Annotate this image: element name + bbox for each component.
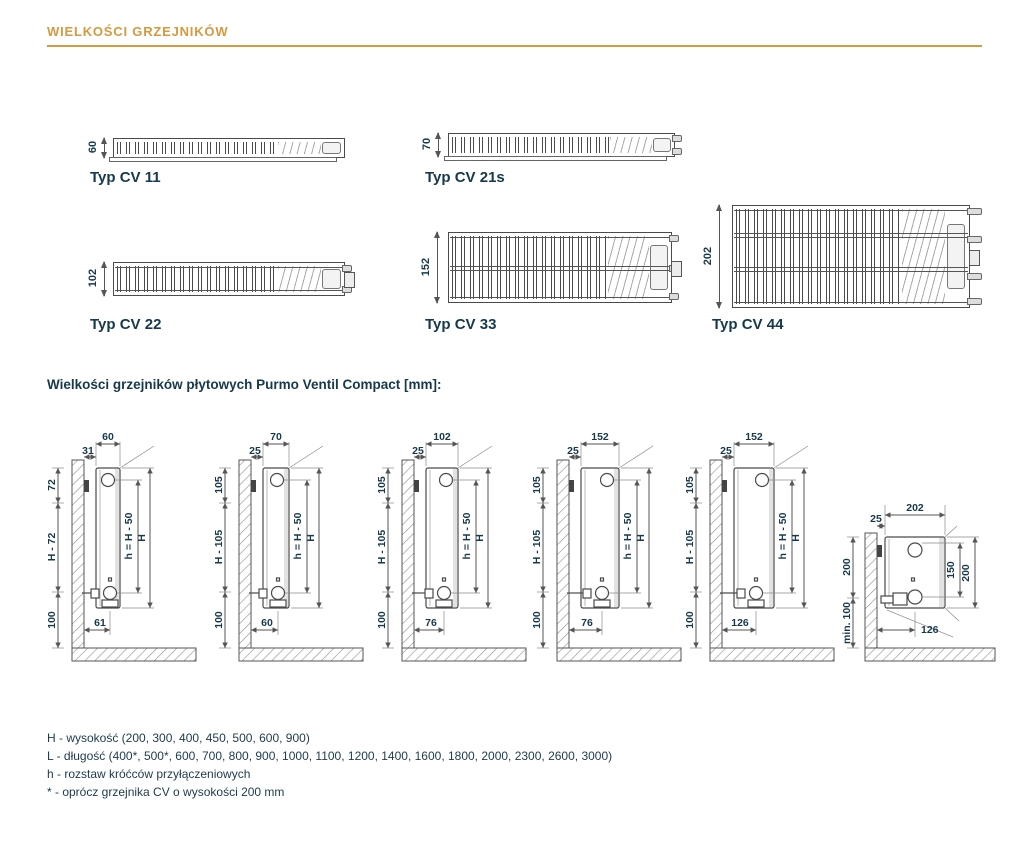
dim-label: 202 (702, 246, 714, 265)
valve (737, 589, 745, 598)
wall-bracket (414, 480, 419, 492)
panel-seam (450, 237, 670, 238)
floor (72, 648, 196, 661)
dim-label-foot: 126 (921, 624, 939, 636)
mounting-tab (342, 265, 352, 272)
dim-label-upper: 72 (46, 479, 58, 491)
type-label-cv11: Typ CV 11 (90, 169, 161, 186)
footnote-length: L - długość (400*, 500*, 600, 700, 800, 900, 1000, 1100, 1200, 1400, 1600, 1800, 2000, 2300, 2600, 3000) (47, 749, 613, 763)
dim-label: 60 (87, 140, 99, 154)
dim-label-depth: 152 (591, 431, 609, 443)
dim-line (104, 138, 105, 158)
top-port (271, 474, 284, 487)
end-cap (650, 245, 668, 289)
dim-label-depth: 202 (906, 502, 924, 514)
mounting-tab (672, 148, 682, 155)
title-rule (47, 45, 982, 47)
panel-seam (115, 267, 343, 268)
top-port (102, 474, 115, 487)
bottom-port (272, 587, 285, 600)
valve-body (748, 600, 764, 607)
mounting-tab (672, 135, 682, 142)
dim-label-depth: 60 (102, 431, 114, 443)
dim-label-pipe-spacing: h = H - 50 (461, 512, 473, 560)
convector-end-pattern (608, 236, 649, 299)
dim-label-middle: H - 105 (376, 529, 388, 565)
dim-label-foot: 76 (581, 617, 593, 629)
dim-label-depth: 102 (433, 431, 451, 443)
type-label-cv21s: Typ CV 21s (425, 169, 505, 186)
dim-label-middle: H - 72 (46, 532, 58, 562)
dim-label-height: H (474, 534, 486, 542)
mounting-rod (967, 208, 982, 215)
type-label-cv33: Typ CV 33 (425, 316, 497, 333)
floor (557, 648, 681, 661)
panel-seam (115, 290, 343, 291)
dim-label-upper: 105 (684, 476, 696, 494)
radiator-top-view-cv33 (448, 232, 672, 303)
valve-body (102, 600, 118, 607)
dim-label: 152 (420, 257, 432, 276)
dim-label-foot: 126 (731, 617, 749, 629)
floor (402, 648, 526, 661)
dim-label-pipe-spacing: h = H - 50 (622, 512, 634, 560)
type-label-cv44: Typ CV 44 (712, 316, 784, 333)
dim-label-height: H (790, 534, 802, 542)
connection-stub (344, 272, 355, 288)
radiator-body (82, 468, 120, 608)
floor (710, 648, 834, 661)
dim-label-lower: 100 (531, 611, 543, 629)
vent-dot (912, 578, 915, 581)
dim-label-offset: 25 (870, 513, 882, 525)
valve-body (436, 600, 452, 607)
wall (239, 460, 363, 661)
dim-line (719, 205, 720, 308)
side-diagram-cv21s (215, 430, 400, 680)
footnote-asterisk: * - oprócz grzejnika CV o wysokości 200 mm (47, 785, 285, 799)
connection-stub (969, 250, 980, 266)
dim-label-height: H (136, 534, 148, 542)
radiator-top-view-cv11 (113, 138, 345, 158)
convector-end-pattern (902, 209, 946, 304)
fin-pattern (452, 137, 609, 153)
section-title: Wielkości grzejników płytowych Purmo Ventil Compact [mm]: (47, 377, 442, 392)
dim-label-pipe-spacing: h = H - 50 (292, 512, 304, 560)
vent-dot (601, 578, 604, 581)
dim-label-height: H (305, 534, 317, 542)
dim-label-pipe-spacing: h = H - 50 (777, 512, 789, 560)
panel-seam (450, 266, 670, 267)
top-port (440, 474, 453, 487)
radiator-body (412, 468, 458, 608)
connection-stub (671, 261, 682, 277)
wall-bracket (84, 480, 89, 492)
wall (402, 460, 526, 661)
bottom-port (104, 587, 117, 600)
dim-label-lower: 100 (376, 611, 388, 629)
dim-label-upper: 200 (841, 558, 853, 576)
dim-label-middle: H - 105 (684, 529, 696, 565)
valve-body (270, 600, 286, 607)
dim-line (438, 133, 439, 157)
vent-dot (109, 578, 112, 581)
valve-body (594, 600, 610, 607)
wall-bracket (877, 545, 882, 557)
bottom-plate (444, 156, 667, 161)
fin-pattern (452, 236, 607, 299)
dim-label-upper: 105 (531, 476, 543, 494)
floor (865, 648, 995, 661)
wall (72, 460, 196, 661)
floor (239, 648, 363, 661)
dim-label-pipe-spacing: 150 (945, 561, 957, 579)
convector-end-pattern (278, 142, 321, 154)
dim-label-foot: 60 (261, 617, 273, 629)
convector-end-pattern (278, 266, 321, 292)
dim-label-upper: 105 (376, 476, 388, 494)
dim-label-offset: 31 (82, 445, 94, 457)
dim-label-depth: 70 (270, 431, 282, 443)
vent-dot (443, 578, 446, 581)
dim-label-depth: 152 (745, 431, 763, 443)
footnote-pipe-spacing: h - rozstaw króćców przyłączeniowych (47, 767, 251, 781)
valve (91, 589, 99, 598)
shadow-line (887, 610, 953, 637)
panel-seam (734, 267, 968, 268)
end-cap (322, 142, 340, 154)
dim-label-offset: 25 (412, 445, 424, 457)
end-cap (322, 269, 340, 290)
footnote-height: H - wysokość (200, 300, 400, 450, 500, 600, 900) (47, 731, 310, 745)
dim-label-lower: 100 (684, 611, 696, 629)
bottom-port (908, 590, 922, 604)
dim-line (104, 262, 105, 296)
fin-pattern (117, 266, 277, 292)
mounting-tab (669, 235, 679, 242)
convector-end-pattern (610, 137, 652, 153)
fin-pattern (736, 209, 901, 304)
dim-label: 70 (421, 137, 433, 151)
dim-label-upper: 105 (213, 476, 225, 494)
bottom-plate (109, 157, 337, 162)
dim-label-lower: 100 (213, 611, 225, 629)
corner-diagram-cv44 (841, 490, 1027, 695)
panel-seam (734, 237, 968, 238)
radiator-top-view-cv22 (113, 262, 345, 296)
type-label-cv22: Typ CV 22 (90, 316, 162, 333)
end-cap (653, 138, 671, 152)
valve (425, 589, 433, 598)
mounting-rod (967, 298, 982, 305)
fin-pattern (117, 142, 277, 154)
dim-label-height: 200 (960, 564, 972, 582)
top-port (756, 474, 769, 487)
dim-label-lower: min. 100 (841, 601, 853, 645)
dim-label-height: H (635, 534, 647, 542)
dim-label-foot: 76 (425, 617, 437, 629)
mounting-rod (967, 236, 982, 243)
valve (259, 589, 267, 598)
dim-label-offset: 25 (249, 445, 261, 457)
dim-label-pipe-spacing: h = H - 50 (123, 512, 135, 560)
bottom-port (750, 587, 763, 600)
panel-seam (734, 302, 968, 303)
wall-bracket (251, 480, 256, 492)
valve-body (881, 596, 893, 603)
valve (583, 589, 591, 598)
mounting-tab (669, 293, 679, 300)
dim-label-offset: 25 (720, 445, 732, 457)
radiator-top-view-cv44 (732, 205, 970, 308)
wall-bracket (569, 480, 574, 492)
dim-line (437, 232, 438, 303)
vent-dot (755, 578, 758, 581)
radiator-body (249, 468, 289, 608)
dim-label-lower: 100 (46, 611, 58, 629)
valve (893, 593, 907, 605)
radiator-body (567, 468, 619, 608)
dim-label-offset: 25 (567, 445, 579, 457)
panel-seam (450, 297, 670, 298)
page-title: WIELKOŚCI GRZEJNIKÓW (47, 24, 229, 39)
panel-seam (450, 270, 670, 271)
panel-seam (734, 210, 968, 211)
top-port (908, 543, 922, 557)
radiator-body (720, 468, 774, 608)
dim-label-foot: 61 (94, 617, 106, 629)
top-port (601, 474, 614, 487)
dim-label: 102 (87, 268, 99, 288)
panel-seam (734, 271, 968, 272)
side-diagram-cv11 (48, 430, 233, 680)
radiator-top-view-cv21s (448, 133, 675, 157)
mounting-rod (967, 273, 982, 280)
dim-label-middle: H - 105 (531, 529, 543, 565)
bottom-port (438, 587, 451, 600)
wall-bracket (722, 480, 727, 492)
panel-seam (734, 233, 968, 234)
bottom-port (596, 587, 609, 600)
vent-dot (277, 578, 280, 581)
dim-label-middle: H - 105 (213, 529, 225, 565)
